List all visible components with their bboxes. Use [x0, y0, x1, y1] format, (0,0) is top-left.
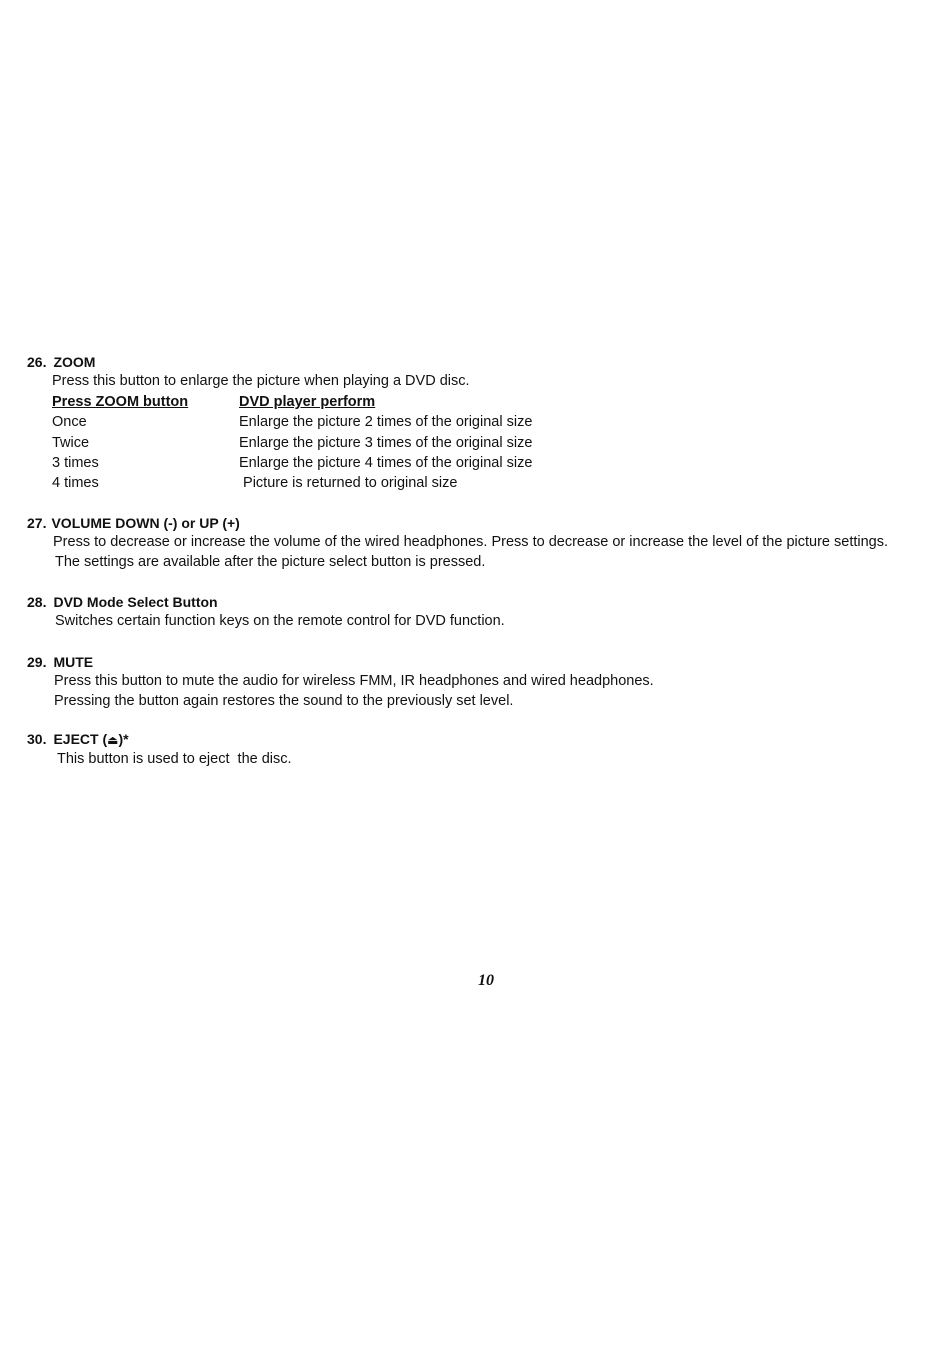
mute-number: 29. [27, 654, 47, 670]
volume-line-1: Press to decrease or increase the volume of the wired headphones. Press to decrease or increase the level of the picture settings. [53, 534, 889, 550]
zoom-result: Enlarge the picture 2 times of the original size [239, 414, 533, 431]
zoom-number: 26. [27, 354, 47, 370]
zoom-press-count: 4 times [52, 475, 99, 492]
zoom-header-press: Press ZOOM button [52, 394, 189, 410]
zoom-table-header [52, 392, 569, 412]
dvd-mode-title: DVD Mode Select Button [53, 594, 218, 610]
table-row [52, 473, 569, 493]
table-row [52, 453, 569, 473]
section-volume [27, 513, 927, 572]
section-mute [27, 652, 927, 711]
mute-heading [27, 652, 927, 672]
table-row [52, 412, 569, 432]
zoom-press-count: Once [52, 414, 87, 431]
dvd-mode-line-1: Switches certain function keys on the remote control for DVD function. [55, 613, 505, 629]
volume-number: 27. [27, 515, 47, 531]
volume-title: VOLUME DOWN (-) or UP (+) [51, 515, 240, 531]
volume-line-2: The settings are available after the picture select button is pressed. [55, 553, 486, 570]
dvd-mode-heading [27, 592, 927, 612]
eject-title-prefix: EJECT ( [53, 731, 108, 747]
zoom-result: Picture is returned to original size [239, 475, 458, 492]
zoom-result: Enlarge the picture 4 times of the original size [239, 454, 533, 471]
mute-line-2: Pressing the button again restores the sound to the previously set level. [54, 692, 514, 709]
zoom-header-perform: DVD player perform [239, 394, 376, 410]
zoom-result: Enlarge the picture 3 times of the original size [239, 434, 533, 451]
zoom-press-count: Twice [52, 434, 90, 451]
zoom-heading [27, 352, 927, 372]
mute-line-1: Press this button to mute the audio for wireless FMM, IR headphones and wired headphones. [54, 673, 654, 689]
page-number: 10 [478, 972, 494, 989]
eject-title-suffix: )* [118, 731, 129, 747]
eject-icon: ⏏ [107, 733, 119, 747]
volume-heading [27, 513, 927, 533]
section-eject [27, 729, 927, 770]
mute-title: MUTE [53, 654, 94, 670]
table-row [52, 433, 569, 453]
section-dvd-mode [27, 592, 927, 632]
zoom-press-count: 3 times [52, 454, 99, 471]
eject-number: 30. [27, 731, 47, 747]
zoom-description: Press this button to enlarge the picture when playing a DVD disc. [52, 373, 470, 389]
dvd-mode-number: 28. [27, 594, 47, 610]
zoom-title: ZOOM [53, 354, 96, 370]
eject-line-1: This button is used to eject the disc. [57, 751, 292, 767]
eject-heading [27, 729, 927, 750]
section-zoom [27, 352, 927, 392]
zoom-table [52, 392, 569, 493]
